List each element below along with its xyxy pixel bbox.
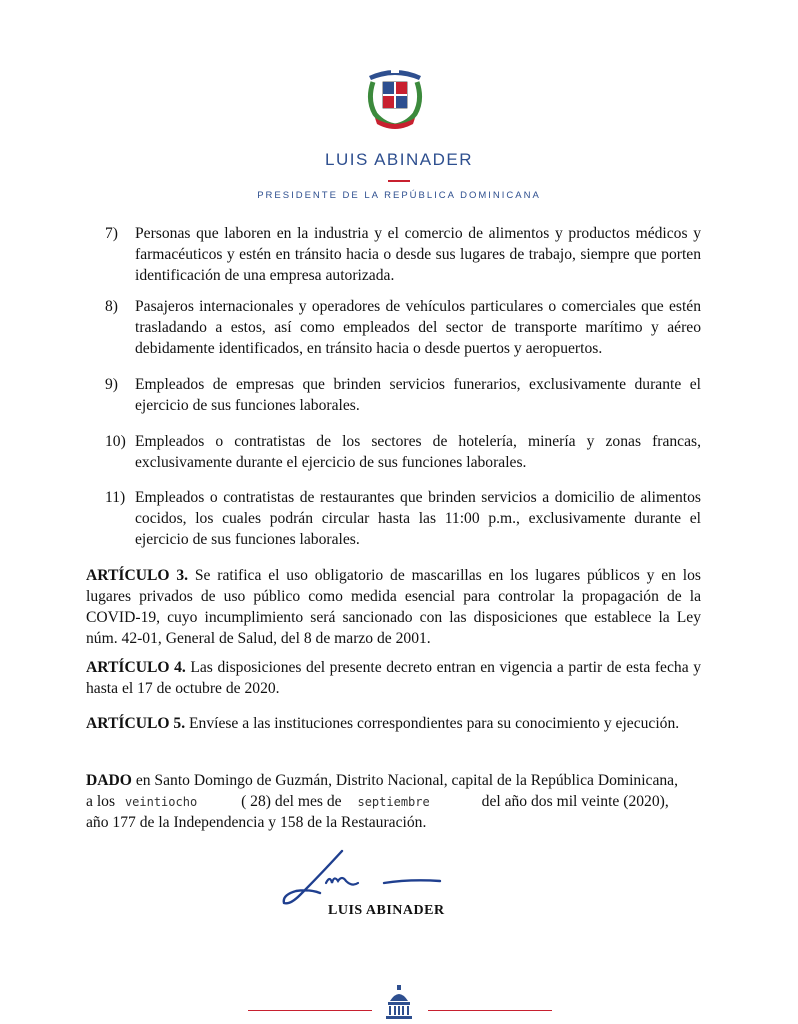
list-item-text: Empleados o contratistas de los sectores de hotelería, minería y zonas francas, exclusivamente durante el ejercicio de sus funciones laborales.: [135, 433, 701, 471]
article-label: ARTÍCULO 4.: [86, 659, 186, 676]
letterhead-subtitle: PRESIDENTE DE LA REPÚBLICA DOMINICANA: [257, 190, 541, 201]
article-text: Se ratifica el uso obligatorio de mascarillas en los lugares públicos y en los lugares privados de uso público como medida esencial para controlar la propagación de la COVID-19, cuyo incumplimiento será sancionado con las disposiciones que establece la Ley núm. 42-01, General de Salud, del 8 de marzo de 2001.: [86, 567, 701, 647]
letterhead-divider: [388, 180, 410, 182]
dado-line-2: [86, 791, 701, 813]
article-text: Envíese a las instituciones correspondientes para su conocimiento y ejecución.: [185, 715, 680, 732]
list-item: [105, 374, 701, 416]
list-item-text: Personas que laboren en la industria y el comercio de alimentos y productos médicos y farmacéuticos y estén en tránsito hacia o desde sus lugares de trabajo, siempre que porten identificación de una empresa autorizada.: [135, 225, 701, 284]
list-item-number: 11): [105, 489, 126, 506]
article-3: [86, 565, 701, 649]
dado-text: en Santo Domingo de Guzmán, Distrito Nacional, capital de la República Dominicana,: [131, 772, 678, 789]
article-4: [86, 657, 701, 699]
coat-of-arms-icon: [361, 60, 429, 132]
article-label: ARTÍCULO 3.: [86, 567, 189, 584]
dado-line-3: año 177 de la Independencia y 158 de la Restauración.: [86, 814, 427, 831]
letterhead-name: LUIS ABINADER: [325, 150, 473, 169]
list-item-text: Empleados de empresas que brinden servicios funerarios, exclusivamente durante el ejercicio de sus funciones laborales.: [135, 376, 701, 414]
national-palace-icon: [384, 985, 414, 1021]
list-item-number: 10): [105, 433, 126, 450]
list-item-number: 8): [105, 298, 118, 315]
list-item-text: Empleados o contratistas de restaurantes que brinden servicios a domicilio de alimentos cocidos, los cuales podrán circular hasta las 11:00 p.m., exclusivamente durante el ejercicio de sus funciones laborales.: [135, 489, 701, 548]
footer-rule-right: [428, 1010, 552, 1011]
dado-year: del año dos mil veinte (2020),: [481, 793, 669, 810]
list-item: [105, 431, 701, 473]
list-item-text: Pasajeros internacionales y operadores de vehículos particulares o comerciales que estén trasladando a estos, así como empleados del sector de transporte marítimo y aéreo debidamente identificados, en tránsito hacia o desde puertos y aeropuertos.: [135, 298, 701, 357]
article-text: Las disposiciones del presente decreto entran en vigencia a partir de esta fecha y hasta el 17 de octubre de 2020.: [86, 659, 701, 697]
list-item: [105, 223, 701, 286]
article-label: ARTÍCULO 5.: [86, 715, 186, 732]
list-item: [105, 296, 701, 359]
signature-name: LUIS ABINADER: [328, 903, 445, 918]
dado-line-1: [86, 770, 701, 791]
article-5: [86, 713, 701, 734]
dado-day-written: veintiocho: [124, 795, 198, 809]
dado-label: DADO: [86, 772, 132, 789]
footer-rule-left: [248, 1010, 372, 1011]
dado-mid: del mes de: [274, 793, 342, 810]
dado-day-number: ( 28): [241, 793, 271, 810]
list-item-number: 7): [105, 225, 118, 242]
dado-month-written: septiembre: [357, 795, 430, 809]
list-item: [105, 487, 701, 550]
list-item-number: 9): [105, 376, 118, 393]
dado-pre-day: a los: [86, 793, 116, 810]
